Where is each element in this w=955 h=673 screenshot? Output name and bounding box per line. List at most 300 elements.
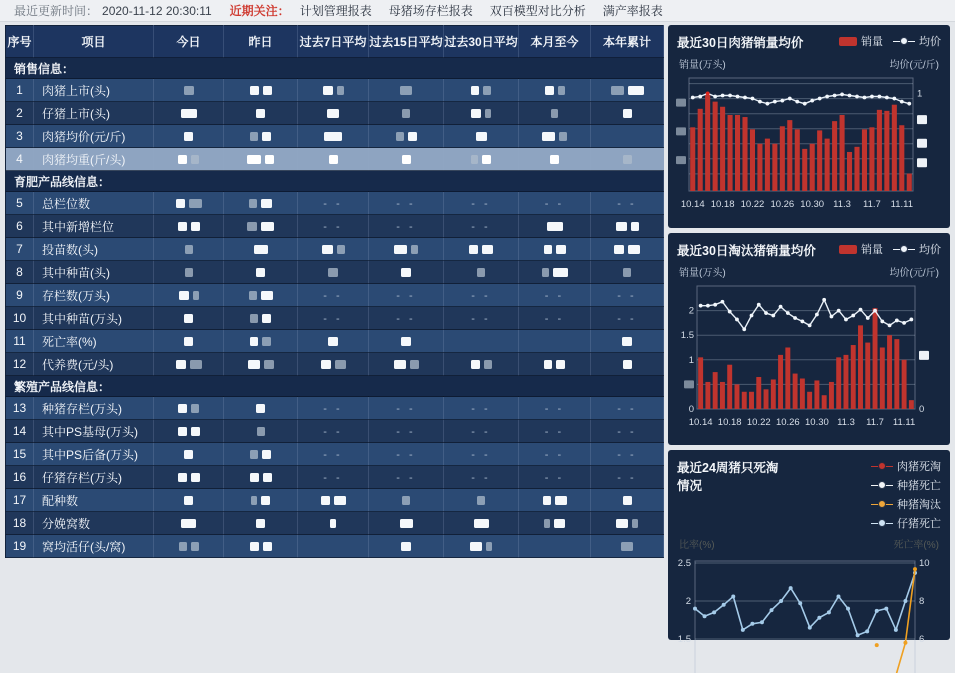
redacted-value-block — [401, 542, 411, 551]
row-value-cell — [298, 238, 369, 261]
row-value-cell — [154, 466, 224, 489]
legend-item[interactable] — [871, 496, 941, 512]
row-value-cell — [519, 330, 591, 353]
row-value-cell — [369, 443, 444, 466]
legend-item[interactable] — [839, 241, 883, 257]
table-row[interactable] — [6, 148, 664, 171]
svg-text:10.22: 10.22 — [740, 199, 765, 210]
redacted-value-block — [191, 222, 200, 231]
svg-text:1.5: 1.5 — [680, 330, 694, 342]
redacted-value-block — [482, 245, 493, 254]
row-value-cell — [444, 215, 519, 238]
redacted-value-block — [337, 245, 345, 254]
dot-legend-glyph — [871, 481, 893, 490]
redacted-value-block — [485, 109, 491, 118]
col-header-7day: 过去7日平均 — [298, 26, 369, 58]
table-row[interactable] — [6, 512, 664, 535]
row-value-cell — [224, 489, 298, 512]
row-value-cell — [298, 330, 369, 353]
svg-text:8: 8 — [919, 596, 925, 607]
row-value-cell — [519, 261, 591, 284]
redacted-value-block — [631, 222, 639, 231]
row-value-cell — [591, 261, 664, 284]
row-index: 1 — [6, 79, 34, 102]
row-value-cell — [298, 284, 369, 307]
cull-pig-chart-canvas[interactable] — [677, 281, 941, 433]
legend-item[interactable] — [871, 477, 941, 493]
table-row[interactable] — [6, 79, 664, 102]
row-index: 3 — [6, 125, 34, 148]
redacted-value-block — [178, 404, 187, 413]
row-value-cell — [298, 307, 369, 330]
row-value-cell — [519, 307, 591, 330]
row-value-cell — [154, 125, 224, 148]
legend-label: 仔猪死亡 — [897, 518, 941, 530]
redacted-value-block — [179, 542, 187, 551]
no-data-dash: - - — [471, 426, 491, 438]
svg-text:11.11: 11.11 — [892, 417, 916, 428]
row-item-name: 其中种苗(头) — [34, 261, 154, 284]
row-value-cell — [369, 307, 444, 330]
row-value-cell — [369, 535, 444, 558]
row-value-cell — [154, 102, 224, 125]
redacted-value-block — [327, 109, 339, 118]
no-data-dash: - - — [396, 472, 416, 484]
tab-sow-farm-report[interactable]: 母猪场存栏报表 — [388, 4, 473, 18]
redacted-value-block — [337, 86, 344, 95]
row-value-cell — [519, 125, 591, 148]
death-cull-chart-canvas[interactable] — [677, 553, 941, 673]
redacted-value-block — [184, 496, 193, 505]
no-data-dash: - - — [544, 449, 565, 461]
redacted-value-block — [256, 519, 265, 528]
no-data-dash: - - — [544, 313, 565, 325]
row-value-cell — [444, 284, 519, 307]
row-value-cell — [369, 489, 444, 512]
col-header-yesterday: 昨日 — [224, 26, 298, 58]
redacted-value-block — [555, 496, 567, 505]
row-value-cell — [444, 79, 519, 102]
row-value-cell — [444, 261, 519, 284]
row-index: 18 — [6, 512, 34, 535]
no-data-dash: - - — [471, 290, 491, 302]
row-value-cell — [591, 466, 664, 489]
row-value-cell — [154, 261, 224, 284]
no-data-dash: - - — [471, 221, 491, 233]
tab-full-capacity[interactable]: 满产率报表 — [602, 4, 663, 18]
report-table-wrap — [5, 25, 663, 558]
row-value-cell — [369, 397, 444, 420]
row-index: 2 — [6, 102, 34, 125]
table-row[interactable] — [6, 125, 664, 148]
no-data-dash: - - — [471, 472, 491, 484]
col-header-15day: 过去15日平均 — [369, 26, 444, 58]
no-data-dash: - - — [323, 221, 343, 233]
row-item-name: 肉猪均价(元/斤) — [34, 125, 154, 148]
row-value-cell — [224, 420, 298, 443]
redacted-value-block — [394, 360, 406, 369]
svg-text:10.18: 10.18 — [717, 417, 742, 428]
row-value-cell — [444, 307, 519, 330]
row-value-cell — [444, 443, 519, 466]
redacted-value-block — [471, 155, 478, 164]
row-value-cell — [224, 307, 298, 330]
redacted-value-block — [181, 109, 197, 118]
row-value-cell — [224, 330, 298, 353]
redacted-value-block — [250, 473, 259, 482]
row-item-name: 其中新增栏位 — [34, 215, 154, 238]
table-row[interactable] — [6, 397, 664, 420]
y-axis-left-label: 比率(%) — [679, 540, 715, 551]
row-value-cell — [224, 79, 298, 102]
redacted-value-block — [184, 86, 194, 95]
legend-item[interactable] — [893, 33, 941, 49]
chart-legend — [829, 33, 941, 49]
col-header-mtd: 本月至今 — [519, 26, 591, 58]
legend-item[interactable] — [893, 241, 941, 257]
row-value-cell — [444, 148, 519, 171]
row-index: 16 — [6, 466, 34, 489]
redacted-value-block — [556, 360, 565, 369]
redacted-value-block — [408, 132, 417, 141]
redacted-value-block — [400, 86, 412, 95]
table-row[interactable] — [6, 535, 664, 558]
chart-legend — [829, 241, 941, 257]
no-data-dash: - - — [617, 313, 637, 325]
redacted-value-block — [632, 519, 638, 528]
redacted-value-block — [189, 199, 202, 208]
row-value-cell — [519, 353, 591, 376]
table-header-row — [6, 26, 664, 58]
redacted-value-block — [250, 542, 259, 551]
chart-panel-pig-sales-price — [668, 25, 950, 228]
svg-text:11.7: 11.7 — [863, 199, 881, 210]
no-data-dash: - - — [396, 290, 416, 302]
dot-legend-glyph — [871, 462, 893, 471]
redacted-value-block — [551, 109, 558, 118]
redacted-value-block — [178, 427, 187, 436]
recent-focus-label: 近期关注： — [229, 4, 290, 18]
redacted-value-block — [545, 86, 554, 95]
row-item-name: 其中种苗(万头) — [34, 307, 154, 330]
row-item-name: 其中PS后备(万头) — [34, 443, 154, 466]
table-row[interactable] — [6, 238, 664, 261]
svg-text:11.3: 11.3 — [833, 199, 851, 210]
table-row[interactable] — [6, 307, 664, 330]
redacted-value-block — [471, 109, 481, 118]
row-value-cell — [154, 443, 224, 466]
redacted-value-block — [191, 473, 200, 482]
row-value-cell — [519, 79, 591, 102]
table-row[interactable] — [6, 102, 664, 125]
table-row[interactable] — [6, 466, 664, 489]
row-value-cell — [154, 489, 224, 512]
table-row[interactable] — [6, 284, 664, 307]
table-row[interactable] — [6, 353, 664, 376]
redacted-value-block — [401, 268, 411, 277]
redacted-value-block — [191, 404, 199, 413]
redacted-value-block — [185, 268, 193, 277]
no-data-dash: - - — [396, 449, 416, 461]
tab-model-compare[interactable]: 双百模型对比分析 — [489, 4, 586, 18]
row-value-cell — [369, 79, 444, 102]
pig-sales-chart-canvas[interactable] — [677, 73, 941, 215]
row-index: 9 — [6, 284, 34, 307]
row-value-cell — [224, 261, 298, 284]
row-value-cell — [224, 353, 298, 376]
redacted-value-block — [191, 542, 199, 551]
svg-text:11.7: 11.7 — [866, 417, 884, 428]
table-row[interactable] — [6, 443, 664, 466]
row-value-cell — [591, 238, 664, 261]
no-data-dash: - - — [323, 290, 343, 302]
section-title: 育肥产品线信息： — [6, 171, 664, 192]
redacted-value-block — [176, 199, 185, 208]
no-data-dash: - - — [617, 403, 637, 415]
redacted-value-block — [265, 155, 274, 164]
svg-text:10.30: 10.30 — [800, 199, 825, 210]
svg-text:10.14: 10.14 — [688, 417, 713, 428]
redacted-value-block — [621, 542, 633, 551]
redacted-value-block — [178, 222, 187, 231]
row-value-cell — [224, 215, 298, 238]
col-header-ytd: 本年累计 — [591, 26, 664, 58]
redacted-value-block — [471, 360, 480, 369]
chart-title: 最近24周猪只死淘情况 — [677, 461, 779, 493]
legend-label: 销量 — [861, 244, 883, 256]
row-value-cell — [154, 535, 224, 558]
redacted-value-block — [251, 496, 257, 505]
bar-legend-glyph — [839, 37, 857, 46]
legend-item[interactable] — [839, 33, 883, 49]
row-value-cell — [298, 148, 369, 171]
no-data-dash: - - — [323, 198, 343, 210]
redacted-value-block — [330, 519, 336, 528]
row-value-cell — [369, 102, 444, 125]
row-value-cell — [298, 489, 369, 512]
row-index: 10 — [6, 307, 34, 330]
redacted-value-block — [400, 519, 413, 528]
redacted-value-block — [263, 473, 272, 482]
row-value-cell — [298, 535, 369, 558]
redacted-value-block — [477, 268, 485, 277]
chart-title: 最近30日肉猪销量均价 — [677, 36, 804, 50]
redacted-value-block — [264, 360, 274, 369]
row-item-name: 配种数 — [34, 489, 154, 512]
row-value-cell — [154, 238, 224, 261]
redacted-value-block — [184, 132, 193, 141]
svg-text:2: 2 — [688, 305, 694, 317]
col-header-item: 项目 — [34, 26, 154, 58]
redacted-value-block — [324, 132, 342, 141]
row-value-cell — [519, 102, 591, 125]
row-value-cell — [444, 330, 519, 353]
no-data-dash: - - — [471, 313, 491, 325]
redacted-value-block — [321, 496, 330, 505]
redacted-value-block — [616, 222, 627, 231]
redacted-value-block — [261, 199, 272, 208]
row-index: 5 — [6, 192, 34, 215]
row-value-cell — [298, 512, 369, 535]
redacted-value-block — [623, 268, 631, 277]
legend-item[interactable] — [871, 515, 941, 531]
redacted-value-block — [469, 245, 478, 254]
row-value-cell — [224, 397, 298, 420]
row-value-cell — [298, 125, 369, 148]
redacted-value-block — [191, 427, 200, 436]
svg-text:11.3: 11.3 — [837, 417, 855, 428]
svg-text:10: 10 — [919, 558, 930, 569]
row-index: 13 — [6, 397, 34, 420]
row-item-name: 肉猪均重(斤/头) — [34, 148, 154, 171]
redacted-value-block — [622, 337, 632, 346]
row-index: 15 — [6, 443, 34, 466]
dot-legend-glyph — [871, 500, 893, 509]
row-value-cell — [298, 79, 369, 102]
no-data-dash: - - — [323, 426, 343, 438]
row-index: 6 — [6, 215, 34, 238]
redacted-value-block — [394, 245, 407, 254]
no-data-dash: - - — [471, 403, 491, 415]
row-item-name: 分娩窝数 — [34, 512, 154, 535]
svg-text:1: 1 — [917, 88, 923, 100]
legend-label: 种猪死亡 — [897, 480, 941, 492]
redacted-value-block — [483, 86, 491, 95]
y-axis-left-label: 销量(万头) — [679, 60, 726, 71]
row-value-cell — [444, 535, 519, 558]
redacted-value-block — [250, 132, 258, 141]
svg-text:10.22: 10.22 — [746, 417, 771, 428]
no-data-dash: - - — [471, 198, 491, 210]
row-item-name: 仔猪存栏(万头) — [34, 466, 154, 489]
svg-text:2.5: 2.5 — [677, 558, 691, 569]
redacted-value-block — [256, 268, 265, 277]
no-data-dash: - - — [544, 290, 565, 302]
row-item-name: 总栏位数 — [34, 192, 154, 215]
row-value-cell — [591, 192, 664, 215]
redacted-value-block — [178, 155, 187, 164]
legend-label: 均价 — [919, 36, 941, 48]
row-value-cell — [591, 284, 664, 307]
tab-plan-report[interactable]: 计划管理报表 — [299, 4, 372, 18]
redacted-value-block — [335, 360, 346, 369]
legend-item[interactable] — [871, 458, 941, 474]
row-value-cell — [154, 79, 224, 102]
svg-text:0: 0 — [688, 404, 694, 415]
col-header-30day: 过去30日平均 — [444, 26, 519, 58]
row-value-cell — [224, 102, 298, 125]
row-value-cell — [591, 125, 664, 148]
row-item-name: 死亡率(%) — [34, 330, 154, 353]
svg-text:10.26: 10.26 — [770, 199, 795, 210]
redacted-value-block — [411, 245, 418, 254]
redacted-value-block — [257, 427, 265, 436]
redacted-value-block — [623, 360, 632, 369]
bar-legend-glyph — [839, 245, 857, 254]
redacted-value-block — [402, 155, 411, 164]
redacted-value-block — [553, 268, 568, 277]
row-value-cell — [298, 353, 369, 376]
row-value-cell — [154, 192, 224, 215]
redacted-value-block — [628, 86, 644, 95]
row-value-cell — [154, 353, 224, 376]
redacted-value-block — [250, 314, 258, 323]
table-row[interactable] — [6, 489, 664, 512]
redacted-value-block — [328, 337, 338, 346]
section-title: 繁殖产品线信息： — [6, 376, 664, 397]
no-data-dash: - - — [544, 472, 565, 484]
row-value-cell — [298, 215, 369, 238]
table-row[interactable] — [6, 192, 664, 215]
redacted-value-block — [321, 360, 331, 369]
legend-label: 均价 — [919, 244, 941, 256]
redacted-value-block — [256, 109, 265, 118]
table-row[interactable] — [6, 420, 664, 443]
row-value-cell — [369, 330, 444, 353]
row-value-cell — [591, 148, 664, 171]
row-value-cell — [369, 466, 444, 489]
no-data-dash: - - — [396, 313, 416, 325]
table-row[interactable] — [6, 215, 664, 238]
row-value-cell — [519, 284, 591, 307]
row-value-cell — [369, 125, 444, 148]
row-value-cell — [154, 397, 224, 420]
row-value-cell — [298, 397, 369, 420]
line-legend-glyph — [893, 245, 915, 254]
row-index: 17 — [6, 489, 34, 512]
redacted-value-block — [543, 496, 551, 505]
col-header-index: 序号 — [6, 26, 34, 58]
redacted-value-block — [628, 245, 640, 254]
row-index: 19 — [6, 535, 34, 558]
row-value-cell — [519, 443, 591, 466]
table-row[interactable] — [6, 261, 664, 284]
row-value-cell — [519, 215, 591, 238]
redacted-value-block — [474, 519, 489, 528]
redacted-value-block — [247, 155, 261, 164]
redacted-value-block — [544, 519, 550, 528]
section-header-row — [6, 376, 664, 397]
section-title: 销售信息： — [6, 58, 664, 79]
y-axis-right-label: 均价(元/斤) — [889, 268, 939, 279]
no-data-dash: - - — [323, 313, 343, 325]
row-item-name: 其中PS基母(万头) — [34, 420, 154, 443]
table-row[interactable] — [6, 330, 664, 353]
redacted-value-block — [262, 450, 271, 459]
top-bar — [0, 0, 955, 22]
svg-text:1.5: 1.5 — [677, 634, 691, 645]
section-header-row — [6, 171, 664, 192]
row-value-cell — [298, 261, 369, 284]
no-data-dash: - - — [544, 403, 565, 415]
row-value-cell — [298, 420, 369, 443]
redacted-value-block — [476, 132, 487, 141]
no-data-dash: - - — [617, 198, 637, 210]
row-value-cell — [224, 443, 298, 466]
row-item-name: 肉猪上市(头) — [34, 79, 154, 102]
row-value-cell — [519, 420, 591, 443]
row-item-name: 仔猪上市(头) — [34, 102, 154, 125]
redacted-value-block — [614, 245, 624, 254]
svg-text:11.11: 11.11 — [890, 199, 913, 210]
row-value-cell — [369, 420, 444, 443]
row-value-cell — [591, 330, 664, 353]
redacted-value-block — [262, 337, 271, 346]
row-item-name: 投苗数(头) — [34, 238, 154, 261]
row-item-name: 种猪存栏(万头) — [34, 397, 154, 420]
redacted-value-block — [254, 245, 268, 254]
row-value-cell — [519, 512, 591, 535]
